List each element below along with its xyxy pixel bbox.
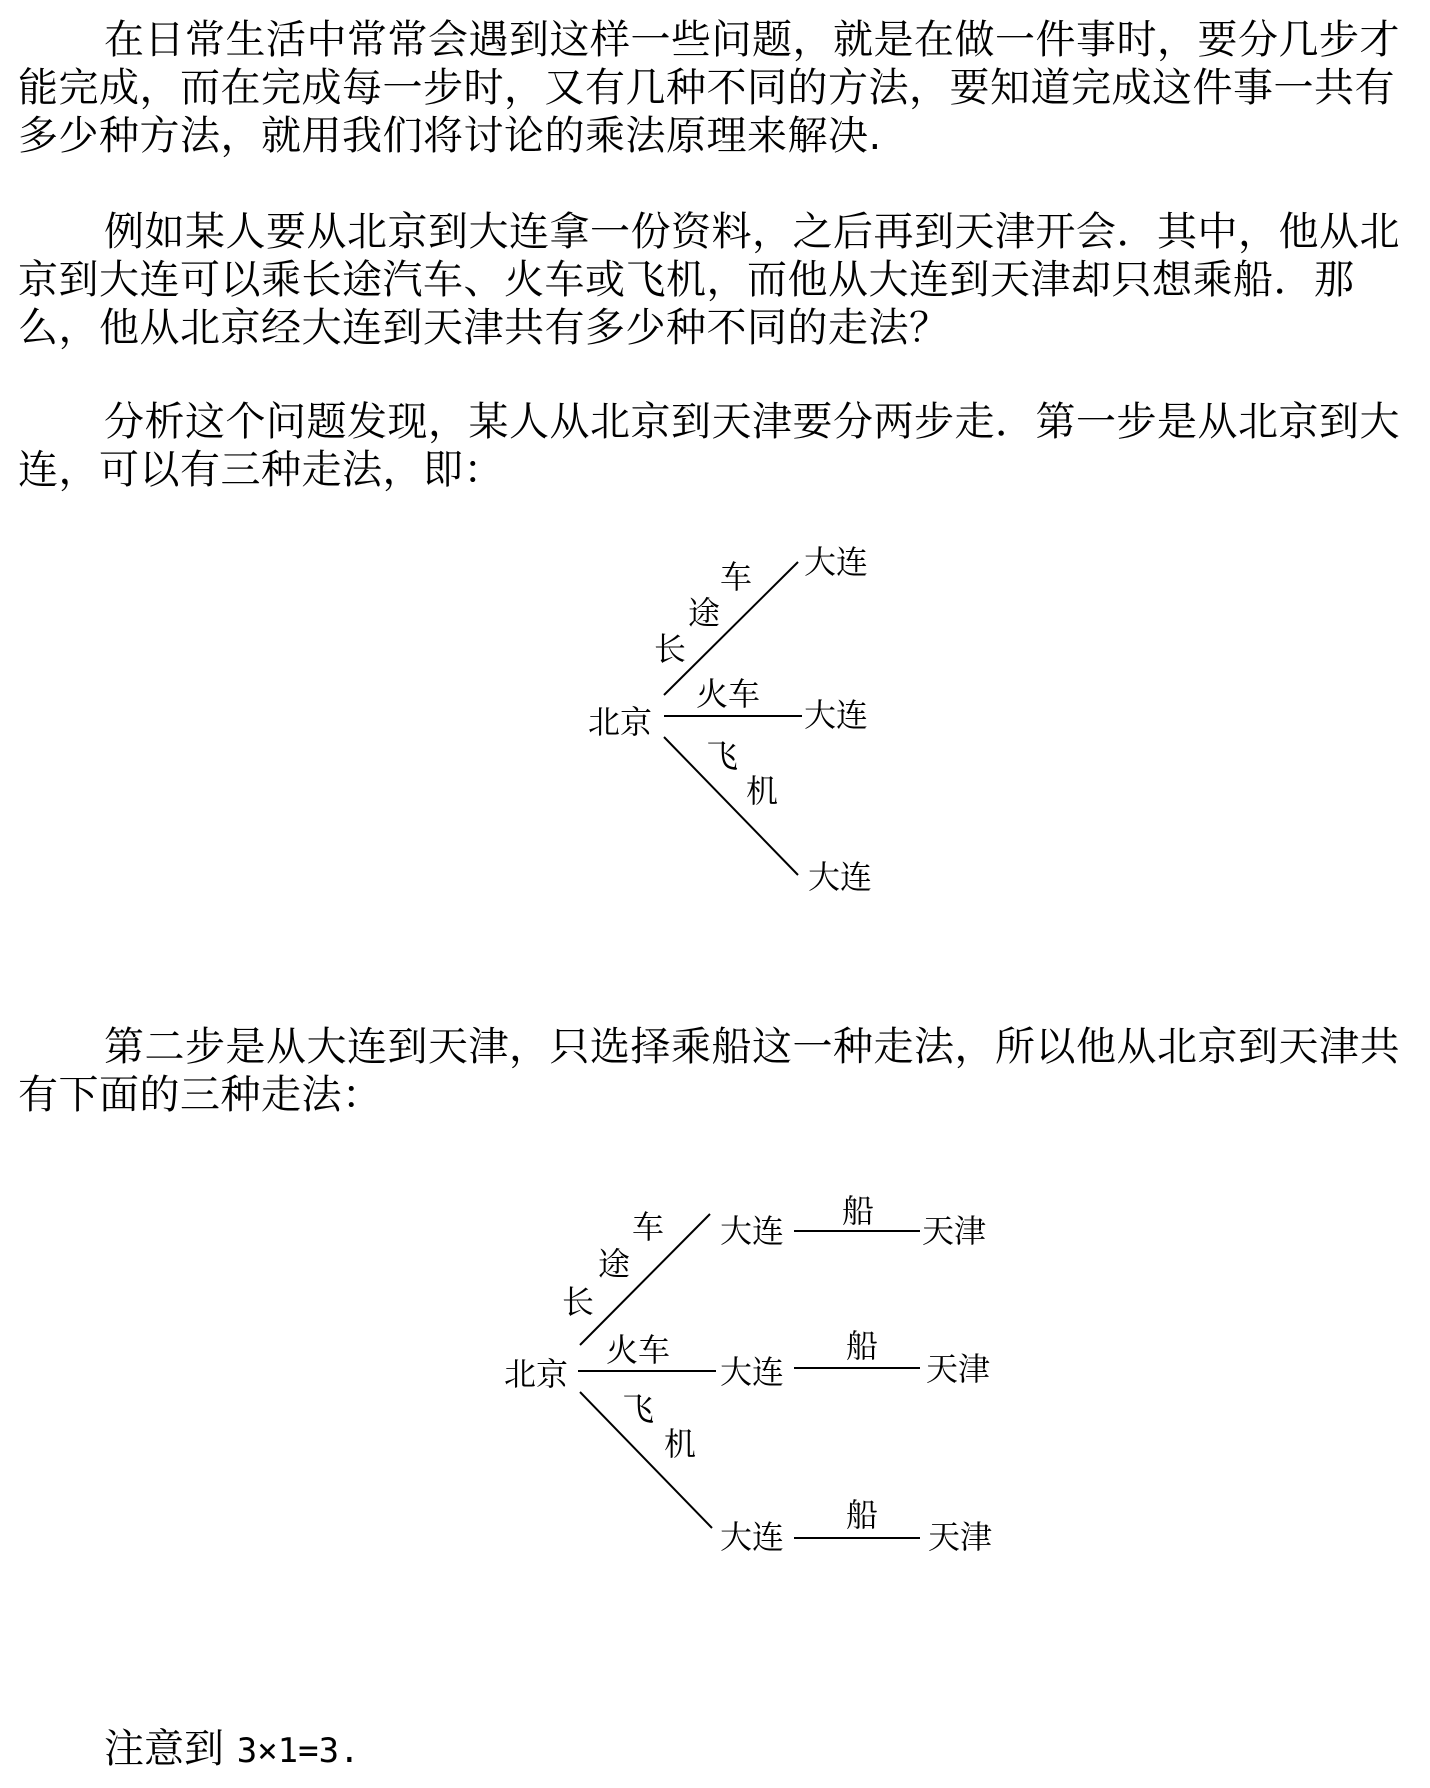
paragraph-analysis-step2: 第二步是从大连到天津，只选择乘船这一种走法，所以他从北京到天津共有下面的三种走法： <box>18 1024 1400 1118</box>
note-formula: 3×1=3. <box>236 1731 360 1771</box>
dest-label-plane: 大连 <box>808 858 873 896</box>
origin-label: 北京 <box>588 703 653 741</box>
bus-char-1: 长 <box>562 1283 595 1321</box>
ship-label-1: 船 <box>842 1192 875 1230</box>
dest-label-bus: 大连 <box>804 543 869 581</box>
mid-label-bus: 大连 <box>720 1212 785 1250</box>
note-line <box>104 1725 360 1775</box>
mid-label-plane: 大连 <box>720 1518 785 1556</box>
dest-label-train: 大连 <box>804 696 869 734</box>
bus-char-2: 途 <box>688 594 721 632</box>
mid-label-train: 大连 <box>720 1353 785 1391</box>
plane-char-1: 飞 <box>622 1390 655 1428</box>
paragraph-example: 例如某人要从北京到大连拿一份资料，之后再到天津开会．其中，他从北京到大连可以乘长途汽车、火车或飞机，而他从大连到天津却只想乘船．那么，他从北京经大连到天津共有多少种不同的走法？ <box>18 209 1400 351</box>
train-label: 火车 <box>696 675 761 713</box>
bus-char-2: 途 <box>598 1245 631 1283</box>
bus-char-1: 长 <box>654 630 687 668</box>
end-label-2: 天津 <box>926 1350 991 1388</box>
note-prefix: 注意到 <box>104 1726 224 1772</box>
end-label-3: 天津 <box>928 1518 993 1556</box>
ship-label-2: 船 <box>846 1327 879 1365</box>
ship-label-3: 船 <box>846 1496 879 1534</box>
plane-char-2: 机 <box>664 1425 697 1463</box>
origin-label: 北京 <box>504 1355 569 1393</box>
train-label: 火车 <box>606 1331 671 1369</box>
plane-char-2: 机 <box>746 772 779 810</box>
route-diagram-step2 <box>0 1170 1430 1570</box>
paragraph-analysis-step1: 分析这个问题发现，某人从北京到天津要分两步走．第一步是从北京到大连，可以有三种走法，即： <box>18 399 1400 493</box>
plane-char-1: 飞 <box>706 737 739 775</box>
bus-char-3: 车 <box>632 1208 665 1246</box>
bus-char-3: 车 <box>720 558 753 596</box>
end-label-1: 天津 <box>922 1212 987 1250</box>
route-diagram-step1 <box>0 540 1430 920</box>
paragraph-intro: 在日常生活中常常会遇到这样一些问题，就是在做一件事时，要分几步才能完成，而在完成每一步时，又有几种不同的方法，要知道完成这件事一共有多少种方法，就用我们将讨论的乘法原理来解决. <box>18 17 1400 159</box>
